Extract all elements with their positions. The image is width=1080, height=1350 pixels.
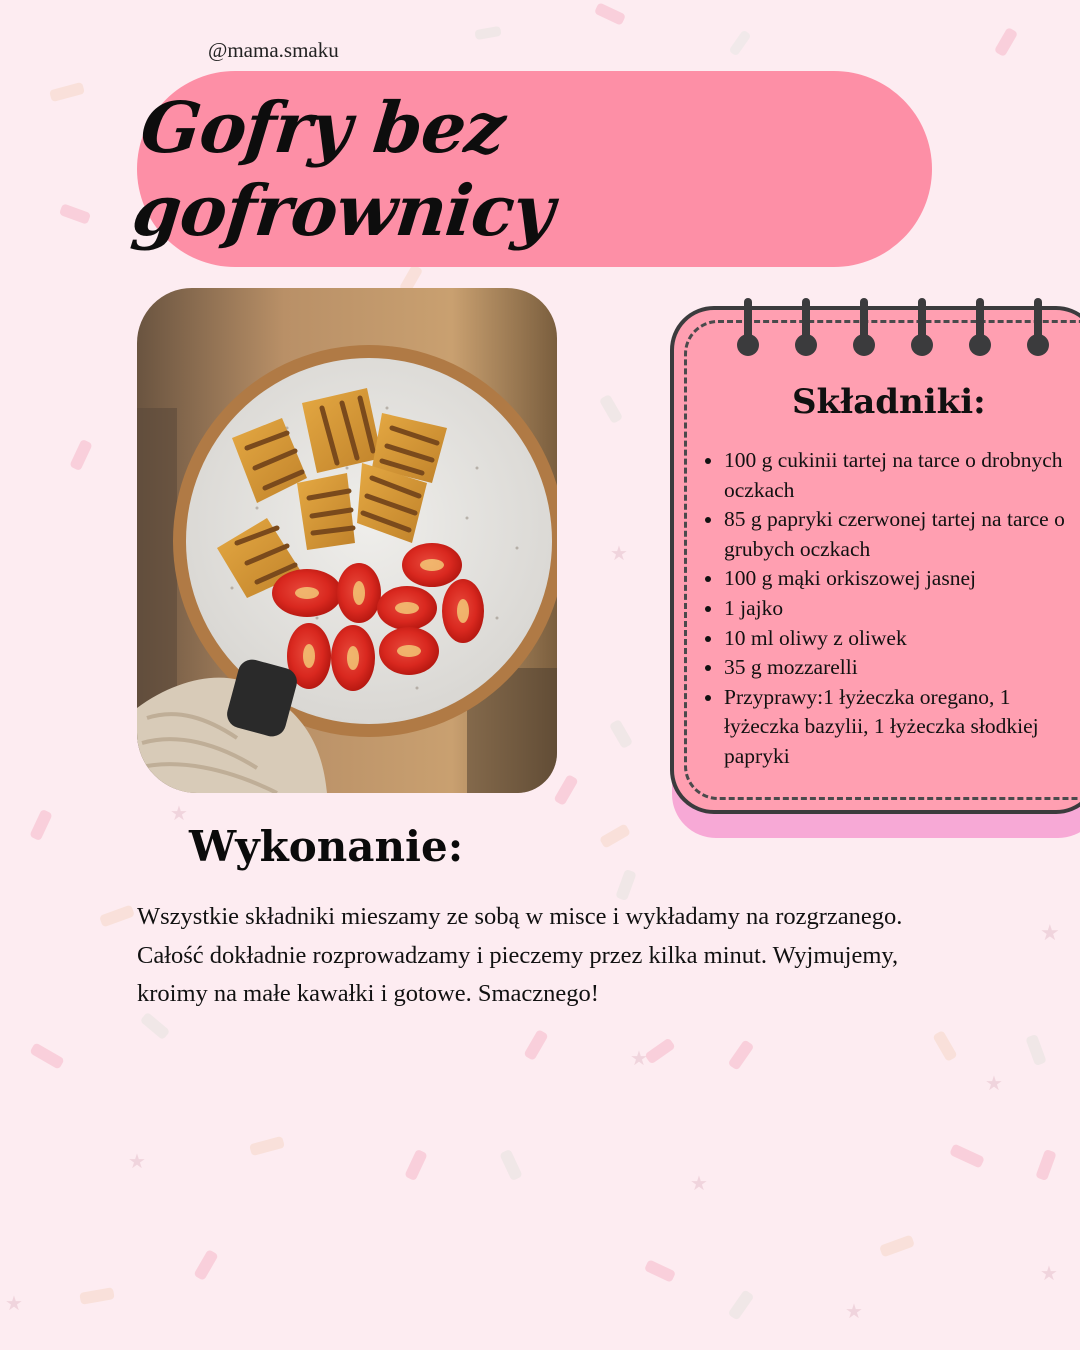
svg-text:★: ★: [128, 1149, 146, 1173]
ingredients-list: [700, 446, 1069, 772]
ingredient-item: • 10 ml oliwy z oliwek: [724, 624, 1069, 654]
binder-ring-icon: [744, 298, 752, 348]
ingredient-item: • 100 g mąki orkiszowej jasnej: [724, 564, 1069, 594]
ingredients-title: Składniki:: [792, 382, 986, 422]
dish-photo: [137, 288, 557, 793]
svg-text:★: ★: [630, 1046, 648, 1070]
method-text: Wszystkie składniki mieszamy ze sobą w misce i wykładamy na rozgrzanego. Całość dokładnie rozprowadzamy i pieczemy przez kilka minut. Wyjmujemy, kroimy na małe kawałki i gotowe. Smacznego!: [137, 903, 903, 1007]
svg-text:★: ★: [690, 1171, 708, 1195]
svg-text:★: ★: [985, 1071, 1003, 1095]
ingredient-item: • Przyprawy:1 łyżeczka oregano, 1 łyżeczka bazylii, 1 łyżeczka słodkiej papryki: [724, 683, 1069, 772]
binder-ring-icon: [918, 298, 926, 348]
svg-text:★: ★: [5, 1291, 23, 1315]
page-title: Gofry bez gofrownicy: [128, 86, 558, 252]
ingredient-item: • 35 g mozzarelli: [724, 653, 1069, 683]
svg-text:★: ★: [610, 541, 628, 565]
method-title: Wykonanie:: [189, 822, 464, 871]
ingredient-item: • 100 g cukinii tartej na tarce o drobnych oczkach: [724, 446, 1069, 505]
binder-ring-icon: [976, 298, 984, 348]
author-handle: @mama.smaku: [208, 38, 339, 62]
ingredient-item: • 1 jajko: [724, 594, 1069, 624]
ingredient-item: • 85 g papryki czerwonej tartej na tarce o grubych oczkach: [724, 505, 1069, 564]
svg-text:★: ★: [845, 1299, 863, 1323]
binder-ring-icon: [802, 298, 810, 348]
svg-text:★: ★: [1040, 1261, 1058, 1285]
binder-ring-icon: [1034, 298, 1042, 348]
title-banner: [128, 71, 932, 267]
svg-text:★: ★: [1040, 921, 1060, 946]
svg-text:★: ★: [170, 801, 188, 825]
binder-ring-icon: [860, 298, 868, 348]
